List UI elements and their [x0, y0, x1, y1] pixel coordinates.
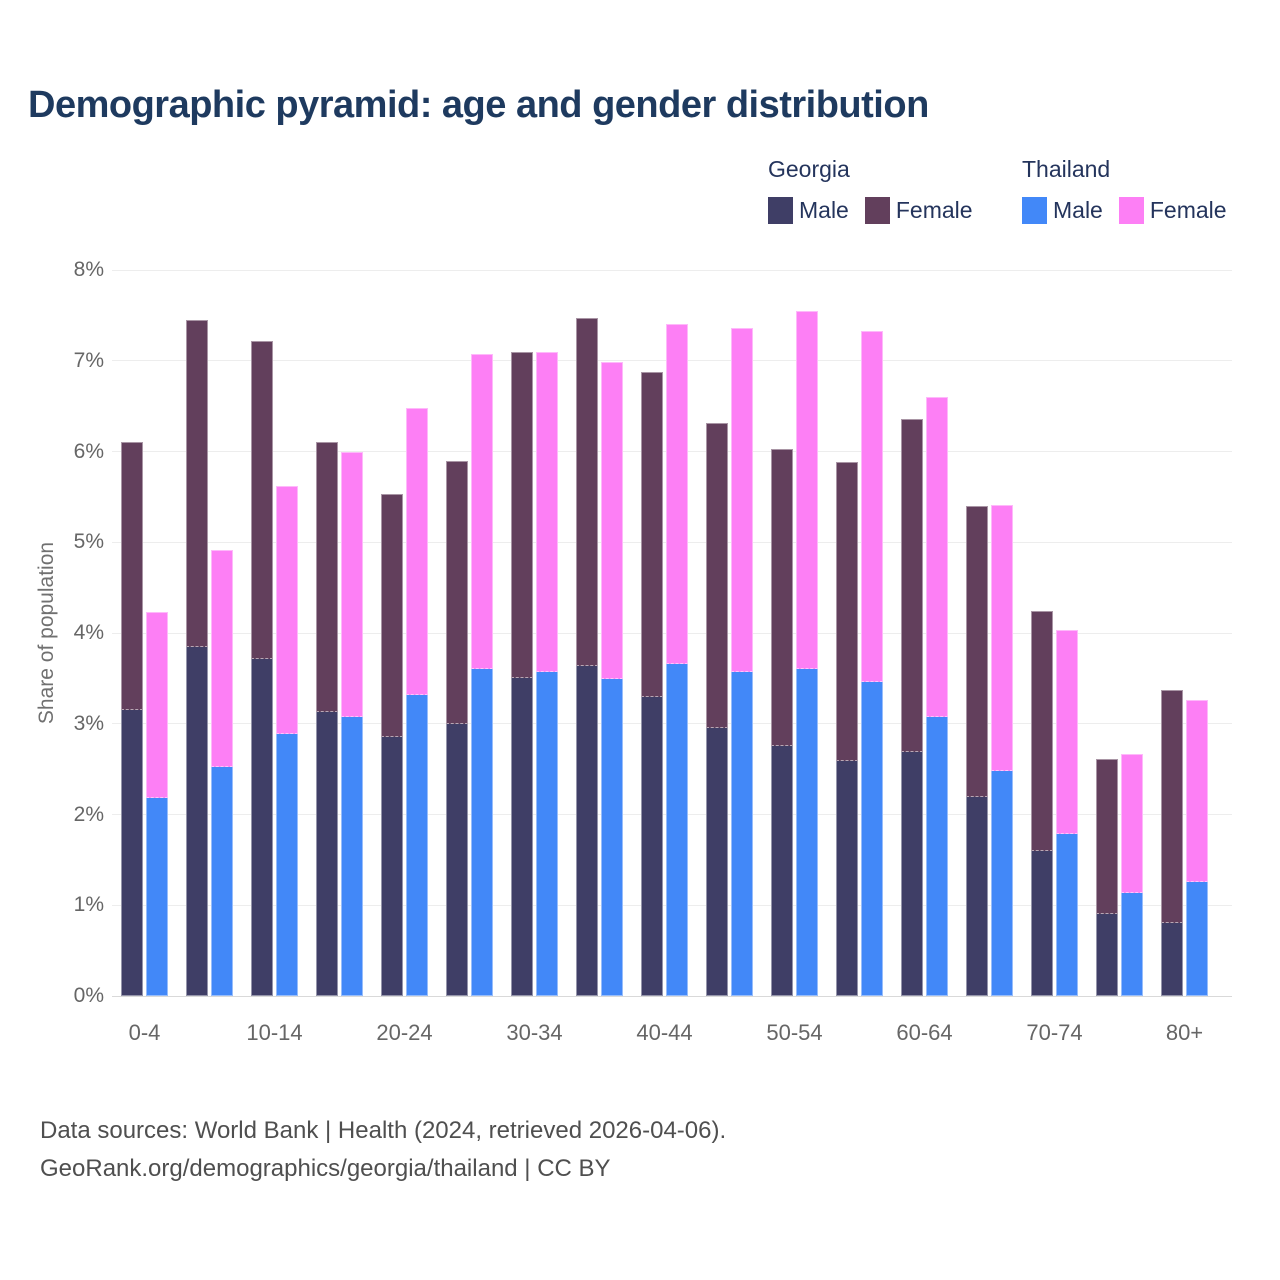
bar-georgia-5-9[interactable] — [186, 320, 208, 996]
segment-thailand-male-75-79[interactable] — [1121, 893, 1143, 996]
x-tick-label-80+: 80+ — [1165, 1020, 1204, 1045]
segment-thailand-male-40-44[interactable] — [666, 664, 688, 996]
bar-thailand-55-59[interactable] — [861, 331, 883, 996]
segment-georgia-female-0-4[interactable] — [121, 442, 143, 710]
segment-georgia-male-60-64[interactable] — [901, 752, 923, 996]
x-tick-label-0-4: 0-4 — [128, 1020, 161, 1045]
legend-swatch-georgia-female — [865, 197, 890, 224]
segment-georgia-female-20-24[interactable] — [381, 494, 403, 737]
segment-georgia-male-15-19[interactable] — [316, 712, 338, 996]
bar-thailand-25-29[interactable] — [471, 354, 493, 996]
segment-georgia-male-40-44[interactable] — [641, 697, 663, 996]
segment-georgia-female-40-44[interactable] — [641, 372, 663, 698]
bar-thailand-80+[interactable] — [1186, 700, 1208, 996]
legend-item-label: Female — [895, 197, 973, 223]
segment-georgia-female-50-54[interactable] — [771, 449, 793, 746]
bar-thailand-20-24[interactable] — [406, 408, 428, 996]
bar-georgia-65-69[interactable] — [966, 506, 988, 996]
segment-georgia-female-60-64[interactable] — [901, 419, 923, 752]
x-tick-label-60-64: 60-64 — [896, 1020, 953, 1045]
segment-georgia-male-20-24[interactable] — [381, 737, 403, 996]
segment-thailand-female-70-74[interactable] — [1056, 630, 1078, 833]
legend-item-georgia-male[interactable] — [768, 197, 849, 224]
bar-thailand-50-54[interactable] — [796, 311, 818, 996]
bar-thailand-15-19[interactable] — [341, 452, 363, 997]
segment-thailand-female-40-44[interactable] — [666, 324, 688, 664]
bar-georgia-30-34[interactable] — [511, 352, 533, 996]
bar-georgia-75-79[interactable] — [1096, 759, 1118, 996]
bar-georgia-40-44[interactable] — [641, 372, 663, 996]
segment-thailand-male-65-69[interactable] — [991, 771, 1013, 996]
legend-country-label: Thailand — [1022, 156, 1111, 182]
plot-area — [73, 258, 1232, 1007]
bar-georgia-50-54[interactable] — [771, 449, 793, 996]
segment-georgia-female-45-49[interactable] — [706, 423, 728, 728]
segment-georgia-male-80+[interactable] — [1161, 923, 1183, 997]
bar-thailand-10-14[interactable] — [276, 486, 298, 996]
bar-georgia-80+[interactable] — [1161, 690, 1183, 996]
segment-thailand-female-50-54[interactable] — [796, 311, 818, 669]
segment-thailand-male-15-19[interactable] — [341, 717, 363, 996]
legend-item-label: Female — [1149, 197, 1227, 223]
segment-georgia-male-30-34[interactable] — [511, 678, 533, 996]
segment-georgia-female-30-34[interactable] — [511, 352, 533, 679]
bar-georgia-45-49[interactable] — [706, 423, 728, 996]
y-axis-title: Share of population — [35, 541, 58, 725]
segment-thailand-male-30-34[interactable] — [536, 672, 558, 996]
bar-georgia-70-74[interactable] — [1031, 611, 1053, 996]
bar-thailand-0-4[interactable] — [146, 612, 168, 996]
bar-thailand-60-64[interactable] — [926, 397, 948, 996]
segment-thailand-male-10-14[interactable] — [276, 734, 298, 996]
segment-thailand-female-60-64[interactable] — [926, 397, 948, 716]
segment-thailand-male-0-4[interactable] — [146, 798, 168, 996]
segment-thailand-male-60-64[interactable] — [926, 717, 948, 997]
bar-thailand-35-39[interactable] — [601, 362, 623, 996]
segment-georgia-female-35-39[interactable] — [576, 318, 598, 666]
legend-item-thailand-male[interactable] — [1022, 197, 1103, 224]
segment-thailand-female-65-69[interactable] — [991, 505, 1013, 771]
segment-thailand-female-30-34[interactable] — [536, 352, 558, 672]
segment-thailand-male-80+[interactable] — [1186, 882, 1208, 996]
bar-georgia-60-64[interactable] — [901, 419, 923, 996]
y-tick-label: 3% — [73, 711, 104, 735]
segment-georgia-male-65-69[interactable] — [966, 797, 988, 996]
gridline-8% — [112, 270, 1232, 271]
segment-thailand-female-20-24[interactable] — [406, 408, 428, 695]
segment-georgia-male-75-79[interactable] — [1096, 914, 1118, 996]
segment-thailand-male-55-59[interactable] — [861, 682, 883, 996]
legend-country-label: Georgia — [768, 156, 850, 182]
y-tick-label: 0% — [73, 984, 104, 1007]
segment-thailand-female-55-59[interactable] — [861, 331, 883, 682]
segment-georgia-male-5-9[interactable] — [186, 647, 208, 996]
segment-thailand-female-35-39[interactable] — [601, 362, 623, 680]
bar-thailand-70-74[interactable] — [1056, 630, 1078, 996]
x-tick-label-50-54: 50-54 — [766, 1020, 823, 1045]
bar-thailand-5-9[interactable] — [211, 550, 233, 996]
footer-attribution-line: GeoRank.org/demographics/georgia/thailand | CC BY — [40, 1155, 611, 1182]
y-tick-label: 4% — [73, 621, 104, 644]
segment-georgia-male-70-74[interactable] — [1031, 851, 1053, 996]
y-tick-label: 8% — [73, 258, 104, 281]
segment-georgia-female-10-14[interactable] — [251, 341, 273, 660]
segment-thailand-female-25-29[interactable] — [471, 354, 493, 669]
segment-thailand-male-70-74[interactable] — [1056, 834, 1078, 996]
segment-georgia-male-25-29[interactable] — [446, 724, 468, 996]
segment-georgia-female-15-19[interactable] — [316, 442, 338, 712]
bar-georgia-55-59[interactable] — [836, 462, 858, 996]
legend-swatch-thailand-male — [1022, 197, 1047, 224]
segment-georgia-female-55-59[interactable] — [836, 462, 858, 761]
segment-georgia-female-5-9[interactable] — [186, 320, 208, 647]
legend-item-label: Male — [1053, 197, 1103, 223]
legend-swatch-georgia-male — [768, 197, 793, 224]
segment-georgia-male-10-14[interactable] — [251, 659, 273, 996]
y-tick-label: 5% — [73, 530, 104, 554]
bar-georgia-15-19[interactable] — [316, 442, 338, 996]
segment-georgia-female-65-69[interactable] — [966, 506, 988, 797]
segment-thailand-female-75-79[interactable] — [1121, 754, 1143, 894]
segment-georgia-male-0-4[interactable] — [121, 710, 143, 996]
legend-swatch-thailand-female — [1119, 197, 1144, 224]
segment-thailand-female-0-4[interactable] — [146, 612, 168, 798]
bar-thailand-30-34[interactable] — [536, 352, 558, 996]
segment-thailand-male-25-29[interactable] — [471, 669, 493, 996]
page-title: Demographic pyramid: age and gender distribution — [28, 84, 929, 126]
segment-georgia-female-70-74[interactable] — [1031, 611, 1053, 851]
bar-thailand-40-44[interactable] — [666, 324, 688, 996]
segment-thailand-male-45-49[interactable] — [731, 672, 753, 996]
segment-thailand-female-80+[interactable] — [1186, 700, 1208, 882]
bar-thailand-75-79[interactable] — [1121, 754, 1143, 996]
bar-georgia-35-39[interactable] — [576, 318, 598, 996]
legend-item-georgia-female[interactable] — [865, 197, 973, 224]
segment-thailand-female-15-19[interactable] — [341, 452, 363, 718]
segment-georgia-male-35-39[interactable] — [576, 666, 598, 996]
bar-georgia-25-29[interactable] — [446, 461, 468, 996]
segment-georgia-female-80+[interactable] — [1161, 690, 1183, 922]
legend-item-thailand-female[interactable] — [1119, 197, 1227, 224]
y-tick-label: 1% — [73, 893, 104, 917]
x-tick-label-70-74: 70-74 — [1026, 1020, 1083, 1045]
segment-thailand-male-5-9[interactable] — [211, 767, 233, 996]
segment-georgia-male-50-54[interactable] — [771, 746, 793, 996]
x-tick-label-40-44: 40-44 — [636, 1020, 693, 1045]
segment-thailand-female-45-49[interactable] — [731, 328, 753, 672]
x-tick-label-10-14: 10-14 — [246, 1020, 303, 1045]
y-tick-label: 7% — [73, 348, 104, 372]
segment-thailand-male-20-24[interactable] — [406, 695, 428, 996]
bar-georgia-0-4[interactable] — [121, 442, 143, 996]
segment-georgia-female-75-79[interactable] — [1096, 759, 1118, 914]
segment-georgia-female-25-29[interactable] — [446, 461, 468, 724]
segment-thailand-female-10-14[interactable] — [276, 486, 298, 734]
bar-georgia-20-24[interactable] — [381, 494, 403, 996]
segment-thailand-female-5-9[interactable] — [211, 550, 233, 767]
x-tick-label-30-34: 30-34 — [506, 1020, 563, 1045]
segment-thailand-male-50-54[interactable] — [796, 669, 818, 996]
legend-group-georgia — [768, 156, 973, 224]
segment-georgia-male-55-59[interactable] — [836, 761, 858, 996]
x-tick-label-20-24: 20-24 — [376, 1020, 433, 1045]
footer-source-line: Data sources: World Bank | Health (2024, retrieved 2026-04-06). — [40, 1117, 727, 1144]
bar-georgia-10-14[interactable] — [251, 341, 273, 996]
legend-group-thailand — [1022, 156, 1227, 224]
y-tick-label: 2% — [73, 802, 104, 826]
legend-item-label: Male — [799, 197, 849, 223]
y-tick-label: 6% — [73, 439, 104, 463]
bar-thailand-45-49[interactable] — [731, 328, 753, 996]
segment-thailand-male-35-39[interactable] — [601, 679, 623, 996]
bar-thailand-65-69[interactable] — [991, 505, 1013, 996]
segment-georgia-male-45-49[interactable] — [706, 728, 728, 996]
